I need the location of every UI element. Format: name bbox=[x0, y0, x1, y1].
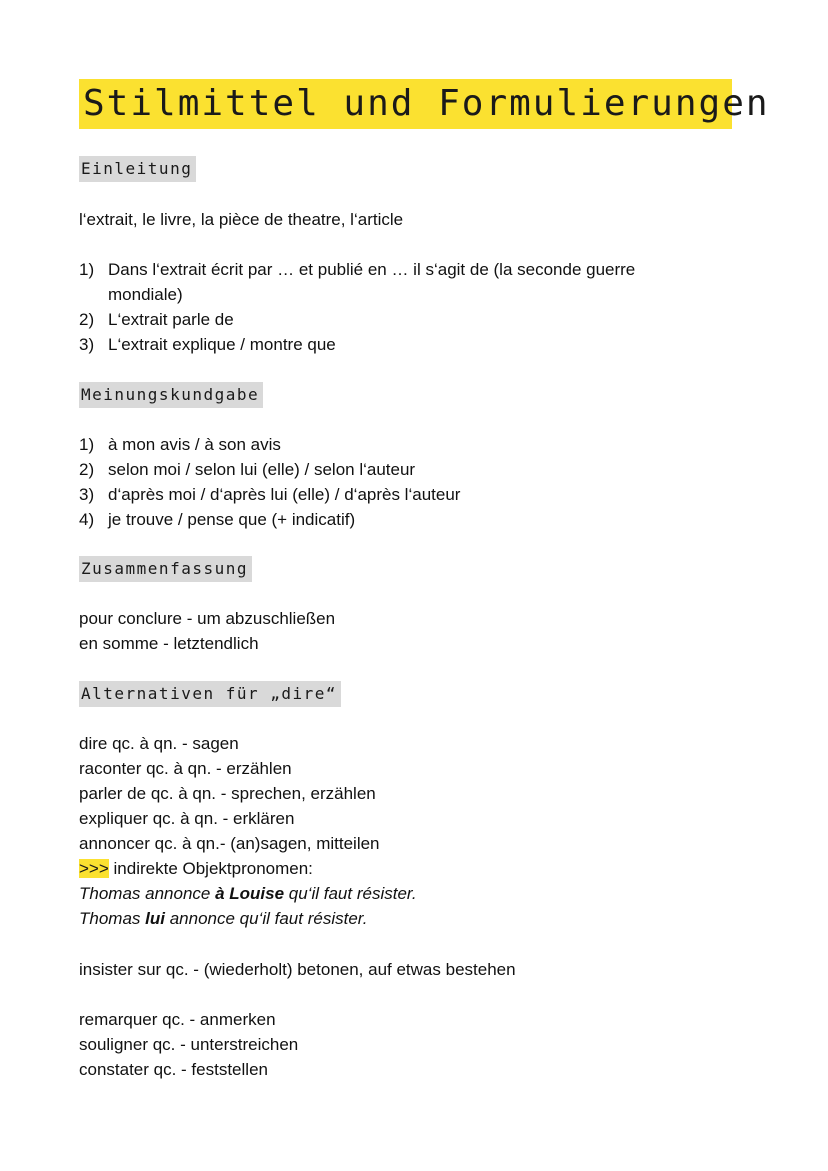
heading-einleitung: Einleitung bbox=[79, 156, 196, 182]
list-number: 3) bbox=[79, 485, 95, 504]
example-part: annonce qu‘il faut résister. bbox=[164, 909, 368, 928]
list-item: à mon avis / à son avis bbox=[108, 435, 281, 454]
page-title: Stilmittel und Formulierungen bbox=[79, 79, 732, 129]
list-number: 1) bbox=[79, 260, 95, 279]
list-item: L‘extrait explique / montre que bbox=[108, 335, 336, 354]
list-item: je trouve / pense que (+ indicatif) bbox=[108, 510, 356, 529]
text-line: pour conclure - um abzuschließen bbox=[79, 609, 336, 628]
emphasis: lui bbox=[145, 909, 165, 928]
text-line: remarquer qc. - anmerken bbox=[79, 1010, 276, 1029]
example-sentence bbox=[79, 881, 417, 906]
arrow-marker: >>> bbox=[79, 859, 109, 878]
text-line: raconter qc. à qn. - erzählen bbox=[79, 759, 292, 778]
heading-alternativen-dire: Alternativen für „dire“ bbox=[79, 681, 341, 707]
text-line: expliquer qc. à qn. - erklären bbox=[79, 809, 295, 828]
list-number: 2) bbox=[79, 460, 95, 479]
list-item-continuation: mondiale) bbox=[108, 285, 183, 304]
note-text: indirekte Objektpronomen: bbox=[108, 859, 313, 878]
list-number: 4) bbox=[79, 510, 95, 529]
text-line: dire qc. à qn. - sagen bbox=[79, 734, 239, 753]
list-number: 1) bbox=[79, 435, 95, 454]
list-number: 3) bbox=[79, 335, 95, 354]
heading-zusammenfassung: Zusammenfassung bbox=[79, 556, 252, 582]
list-item: Dans l‘extrait écrit par … et publié en … il s‘agit de (la seconde guerre bbox=[108, 260, 636, 279]
heading-meinungskundgabe: Meinungskundgabe bbox=[79, 382, 263, 408]
example-part: Thomas bbox=[79, 909, 146, 928]
list-item: d‘après moi / d‘après lui (elle) / d‘après l‘auteur bbox=[108, 485, 461, 504]
emphasis: à Louise bbox=[215, 884, 285, 903]
example-sentence bbox=[79, 906, 368, 931]
example-part: Thomas annonce bbox=[79, 884, 216, 903]
text-line: annoncer qc. à qn.- (an)sagen, mitteilen bbox=[79, 834, 380, 853]
list-item: selon moi / selon lui (elle) / selon l‘auteur bbox=[108, 460, 416, 479]
text-line: souligner qc. - unterstreichen bbox=[79, 1035, 299, 1054]
text-line: en somme - letztendlich bbox=[79, 634, 259, 653]
objektpronomen-note bbox=[79, 856, 313, 881]
list-item: L‘extrait parle de bbox=[108, 310, 234, 329]
text-line: insister sur qc. - (wiederholt) betonen, auf etwas bestehen bbox=[79, 960, 516, 979]
text-line: constater qc. - feststellen bbox=[79, 1060, 268, 1079]
list-number: 2) bbox=[79, 310, 95, 329]
text-line: parler de qc. à qn. - sprechen, erzählen bbox=[79, 784, 376, 803]
example-part: qu‘il faut résister. bbox=[284, 884, 417, 903]
einleitung-intro: l‘extrait, le livre, la pièce de theatre, l‘article bbox=[79, 210, 404, 229]
